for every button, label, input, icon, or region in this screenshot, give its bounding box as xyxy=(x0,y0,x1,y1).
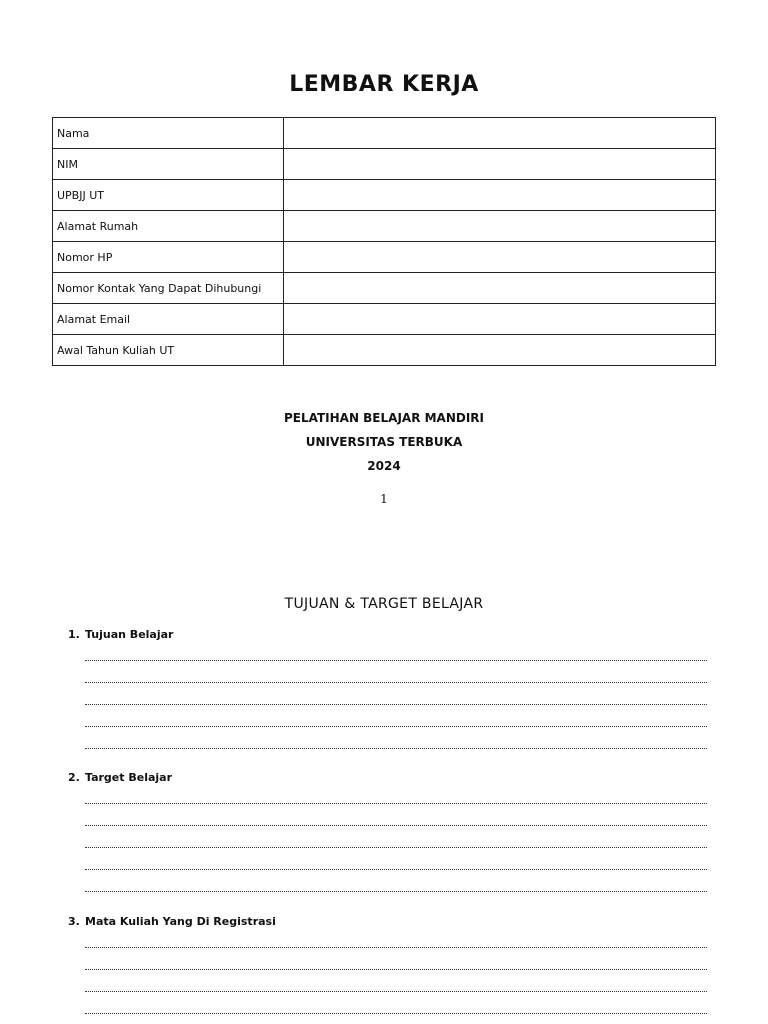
answer-line[interactable] xyxy=(85,948,707,970)
answer-line[interactable] xyxy=(85,848,707,870)
field-label-alamat-rumah: Alamat Rumah xyxy=(53,211,284,242)
answer-line[interactable] xyxy=(85,930,707,948)
table-row xyxy=(53,242,716,273)
question-label: Tujuan Belajar xyxy=(85,628,174,641)
answer-line[interactable] xyxy=(85,727,707,749)
table-row xyxy=(53,273,716,304)
answer-line[interactable] xyxy=(85,683,707,705)
field-value-alamat-email[interactable] xyxy=(284,304,716,335)
field-label-nim: NIM xyxy=(53,149,284,180)
field-label-nama: Nama xyxy=(53,118,284,149)
question-heading xyxy=(68,627,708,643)
table-row xyxy=(53,118,716,149)
answer-line[interactable] xyxy=(85,804,707,826)
field-value-alamat-rumah[interactable] xyxy=(284,211,716,242)
page-number: 1 xyxy=(380,492,388,506)
answer-line[interactable] xyxy=(85,661,707,683)
question-tujuan-belajar xyxy=(68,627,708,749)
field-value-nomor-hp[interactable] xyxy=(284,242,716,273)
section-title: TUJUAN & TARGET BELAJAR xyxy=(284,596,484,612)
answer-line[interactable] xyxy=(85,705,707,727)
field-label-alamat-email: Alamat Email xyxy=(53,304,284,335)
field-label-awal-tahun-kuliah: Awal Tahun Kuliah UT xyxy=(53,335,284,366)
field-value-awal-tahun-kuliah[interactable] xyxy=(284,335,716,366)
table-row xyxy=(53,211,716,242)
answer-line[interactable] xyxy=(85,826,707,848)
organization-block xyxy=(0,406,768,478)
field-label-nomor-kontak: Nomor Kontak Yang Dapat Dihubungi xyxy=(53,273,284,304)
field-label-nomor-hp: Nomor HP xyxy=(53,242,284,273)
field-value-nim[interactable] xyxy=(284,149,716,180)
question-heading xyxy=(68,770,708,786)
field-value-upbjj[interactable] xyxy=(284,180,716,211)
answer-line[interactable] xyxy=(85,970,707,992)
question-number: 2. xyxy=(68,771,80,784)
question-label: Target Belajar xyxy=(85,771,173,784)
organization-line-2: UNIVERSITAS TERBUKA xyxy=(305,435,463,449)
document-title: LEMBAR KERJA xyxy=(289,72,479,97)
table-row xyxy=(53,335,716,366)
answer-line[interactable] xyxy=(85,992,707,1014)
table-row xyxy=(53,180,716,211)
question-number: 3. xyxy=(68,915,80,928)
table-row xyxy=(53,149,716,180)
table-row xyxy=(53,304,716,335)
field-label-upbjj: UPBJJ UT xyxy=(53,180,284,211)
organization-year: 2024 xyxy=(367,459,401,473)
question-target-belajar xyxy=(68,770,708,892)
answer-line[interactable] xyxy=(85,870,707,892)
question-heading xyxy=(68,914,708,930)
field-value-nama[interactable] xyxy=(284,118,716,149)
question-label: Mata Kuliah Yang Di Registrasi xyxy=(85,915,276,928)
identity-table xyxy=(52,117,716,366)
answer-line[interactable] xyxy=(85,786,707,804)
organization-line-1: PELATIHAN BELAJAR MANDIRI xyxy=(283,411,485,425)
answer-line[interactable] xyxy=(85,643,707,661)
field-value-nomor-kontak[interactable] xyxy=(284,273,716,304)
question-mata-kuliah xyxy=(68,914,708,1014)
question-number: 1. xyxy=(68,628,80,641)
